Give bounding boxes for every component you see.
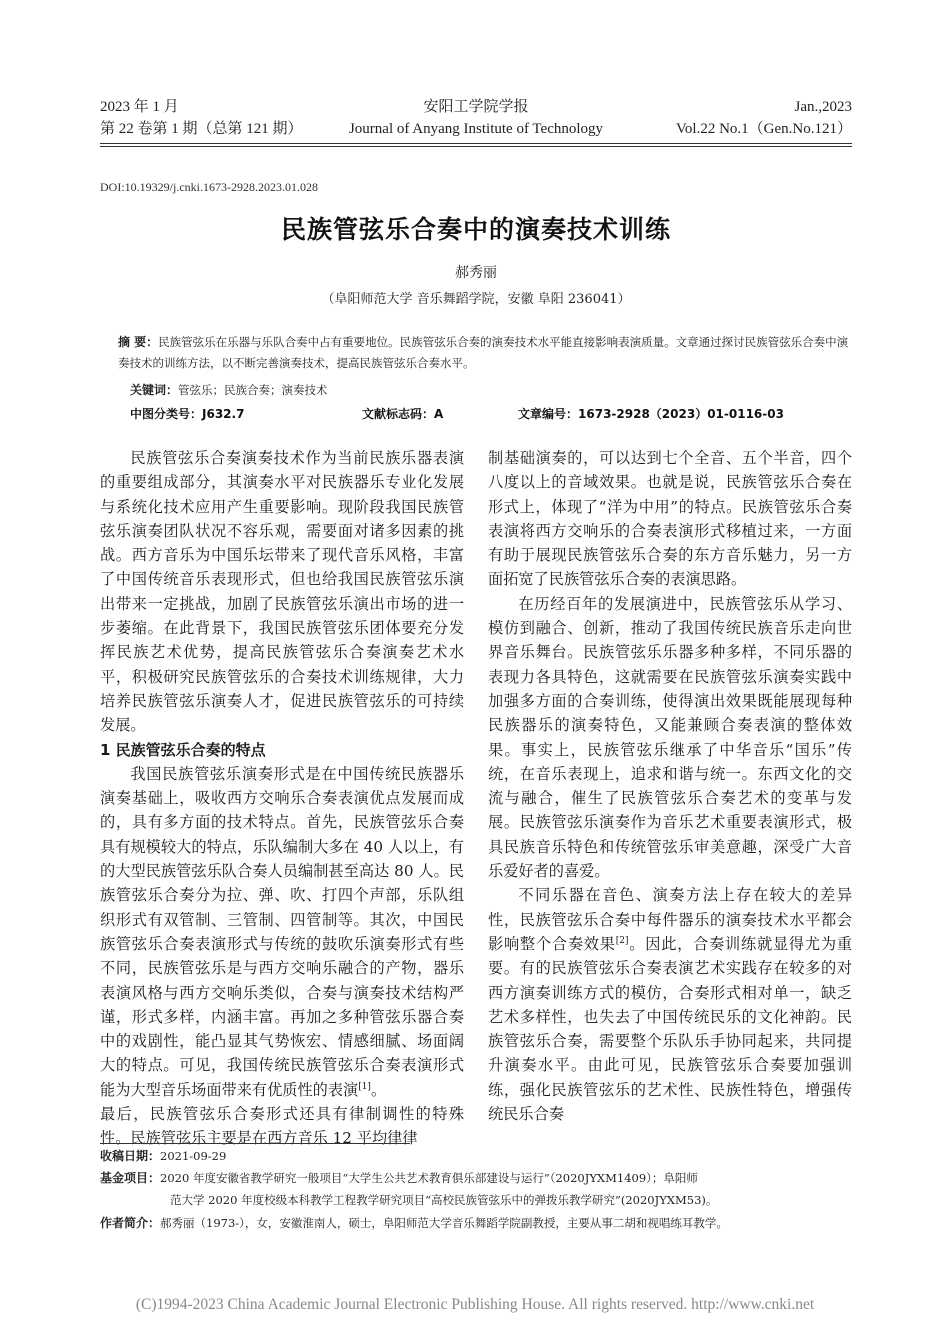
header-volume-en: Vol.22 No.1（Gen.No.121） (676, 121, 852, 137)
paragraph: 我国民族管弦乐演奏形式是在中国传统民族器乐演奏基础上，吸收西方交响乐合奏表演优点发展而成的，具有多方面的技术特点。首先，民族管弦乐合奏具有规模较大的特点，乐队编制大多在 40 人以上，有的大型民族管弦乐队合奏人员编制甚至高达 80 人。民族管弦乐合奏分为拉、弹、吹、打四个声部，乐队组织形式有双管制、三管制、四管制等。其次，中国民族管弦乐合奏表演形式与传统的鼓吹乐演奏形式有些不同，民族管弦乐是与西方交响乐融合的产物，器乐表演风格与西方交响乐类似，合奏与演奏技术结构严谨，形式多样，内涵丰富。再加之多种管弦乐器合奏中的戏剧性，能凸显其气势恢宏、情感细腻、场面阔大的特点。可见，我国传统民族管弦乐合奏表演形式能为大型音乐场面带来有优质性的表演[1]。 (100, 764, 464, 1099)
header-volume: 第 22 卷第 1 期（总第 121 期） (100, 121, 303, 137)
header-right (676, 96, 852, 140)
paragraph: 不同乐器在音色、演奏方法上存在较大的差异性，民族管弦乐合奏中每件器乐的演奏技术水平都会影响整个合奏效果[2]。因此，合奏训练就显得尤为重要。有的民族管弦乐合奏表演艺术实践存在较多的对西方演奏训练方式的模仿，合奏形式相对单一，缺乏艺术多样性，也失去了中国传统民乐的文化神韵。民族管弦乐合奏，需要整个乐队乐手协同起来，共同提升演奏水平。由此可见，民族管弦乐合奏要加强训练，强化民族管弦乐的艺术性、民族性特色，增强传统民乐合奏 (488, 886, 853, 1124)
article-no-label: 文章编号： (518, 407, 579, 421)
doi: DOI:10.19329/j.cnki.1673-2928.2023.01.028 (100, 180, 318, 194)
fund-info-cont (100, 1189, 852, 1211)
abstract-label: 摘 要： (118, 335, 159, 349)
paragraph: 在历经百年的发展演进中，民族管弦乐从学习、模仿到融合、创新，推动了我国传统民族音乐走向世界音乐舞台。民族管弦乐乐器多种多样，不同乐器的表现力各具特色，这就需要在民族管弦乐演奏实践中加强多方面的合奏训练，使得演出效果既能展现每种民族器乐的演奏特色，又能兼顾合奏表演的整体效果。事实上，民族管弦乐继承了中华音乐“国乐”传统，在音乐表现上，追求和谐与统一。东西文化的交流与融合，催生了民族管弦乐合奏艺术的变革与发展。民族管弦乐演奏作为音乐艺术重要表演形式，极具民族音乐特色和传统管弦乐审美意趣，深受广大音乐爱好者的喜爱。 (488, 594, 852, 881)
header-rule-bottom (100, 146, 852, 147)
fund-label: 基金项目： (100, 1171, 161, 1185)
bio-value: 郝秀丽（1973-），女，安徽淮南人，硕士，阜阳师范大学音乐舞蹈学院副教授，主要从事二胡和视唱练耳教学。 (160, 1216, 728, 1230)
keywords-label: 关键词： (130, 383, 179, 397)
abstract-text: 民族管弦乐在乐器与乐队合奏中占有重要地位。民族管弦乐合奏的演奏技术水平能直接影响表演质量。文章通过探讨民族管弦乐合奏中演奏技术的训练方法，以不断完善演奏技术，提高民族管弦乐合奏水平。 (118, 335, 849, 370)
section-heading: 1 民族管弦乐合奏的特点 (100, 740, 266, 759)
paragraph: 最后，民族管弦乐合奏形式还具有律制调性的特殊性。民族管弦乐主要是在西方音乐 12 平均律律 (100, 1105, 464, 1148)
doc-code-label: 文献标志码： (362, 407, 435, 421)
paragraph: 制基础演奏的，可以达到七个全音、五个半音，四个八度以上的音域效果。也就是说，民族管弦乐合奏在形式上，体现了“洋为中用”的特点。民族管弦乐合奏表演将西方交响乐的合奏表演形式移植过来，一方面有助于展现民族管弦乐合奏的东方音乐魅力，另一方面拓宽了民族管弦乐合奏的表演思路。 (488, 449, 852, 589)
body-column-left (100, 446, 464, 1151)
doc-code-value: A (434, 407, 444, 421)
received-value: 2021-09-29 (160, 1149, 227, 1163)
copyright-watermark: (C)1994-2023 China Academic Journal Electronic Publishing House. All rights reserved. http://www.cnki.net (135, 1296, 815, 1313)
author: 郝秀丽 (455, 265, 497, 281)
journal-name-en: Journal of Anyang Institute of Technology (348, 121, 604, 137)
received-label: 收稿日期： (100, 1149, 161, 1163)
abstract (118, 332, 850, 374)
clc-value: J632.7 (202, 407, 245, 421)
affiliation: （阜阳师范大学 音乐舞蹈学院，安徽 阜阳 236041） (321, 292, 631, 307)
paragraph: 民族管弦乐合奏演奏技术作为当前民族乐器表演的重要组成部分，其演奏水平对民族器乐专业化发展与系统化技术应用产生重要影响。现阶段我国民族管弦乐演奏团队状况不容乐观，需要面对诸多因素的挑战。西方音乐为中国乐坛带来了现代音乐风格，丰富了中国传统音乐表现形式，但也给我国民族管弦乐演出带来一定挑战，加剧了民族管弦乐演出市场的进一步萎缩。在此背景下，我国民族管弦乐团体要充分发挥民族艺术优势，提高民族管弦乐合奏演奏艺术水平，积极研究民族管弦乐的合奏技术训练规律，大力培养民族管弦乐演奏人才，促进民族管弦乐的可持续发展。 (100, 449, 464, 735)
fund-line2: 范大学 2020 年度校级本科教学工程教学研究项目“高校民族管弦乐中的弹拨乐教学研究”(2020JYXM53)。 (170, 1193, 718, 1207)
citation[interactable]: [2] (615, 935, 629, 946)
author-bio (100, 1212, 852, 1234)
received-date (100, 1145, 852, 1167)
body-column-right (488, 446, 852, 1126)
bio-label: 作者简介： (100, 1216, 161, 1230)
footnote-rule (100, 1143, 410, 1144)
clc-label: 中图分类号： (130, 407, 203, 421)
keywords (130, 381, 328, 398)
article-no-value: 1673-2928（2023）01-0116-03 (578, 407, 784, 421)
citation[interactable]: [1] (358, 1081, 371, 1092)
header-date-en: Jan.,2023 (794, 99, 852, 115)
journal-header (100, 96, 852, 142)
header-date: 2023 年 1 月 (100, 99, 179, 115)
journal-name-cn: 安阳工学院学报 (423, 99, 529, 115)
fund-info (100, 1167, 852, 1189)
article-title: 民族管弦乐合奏中的演奏技术训练 (280, 215, 671, 244)
header-rule-top (100, 143, 852, 144)
keywords-text: 管弦乐；民族合奏；演奏技术 (178, 383, 328, 397)
fund-line1: 2020 年度安徽省教学研究一般项目“大学生公共艺术教育俱乐部建设与运行”（2020JYXM1409）；阜阳师 (160, 1171, 698, 1185)
